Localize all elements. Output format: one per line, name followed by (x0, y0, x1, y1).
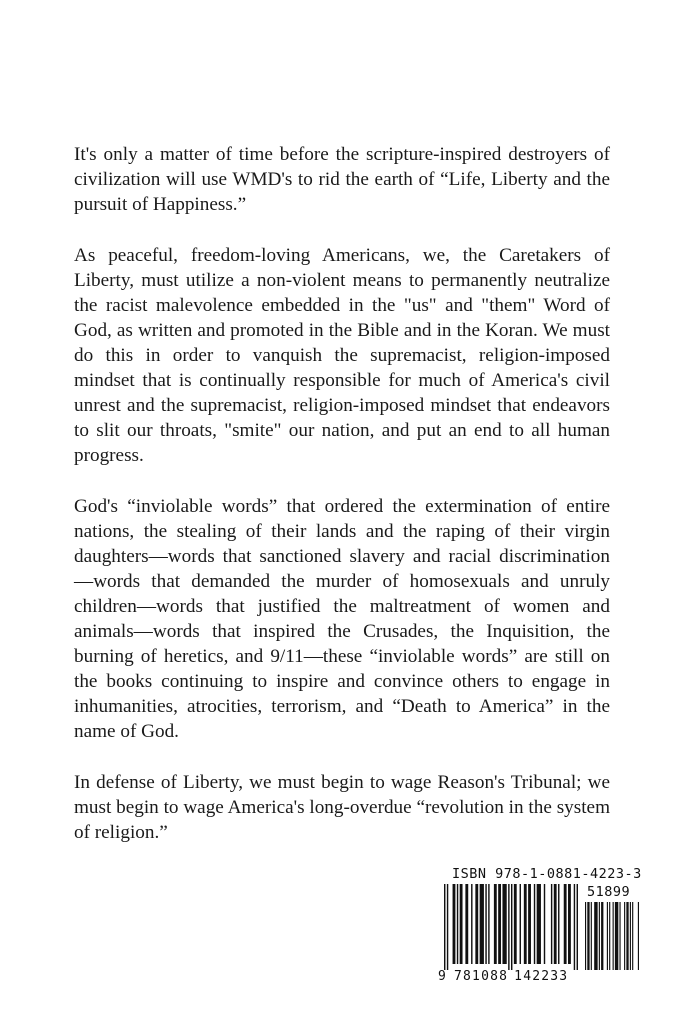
barcode-bar (453, 884, 456, 964)
barcode-bar (554, 884, 557, 964)
barcode-bar (528, 884, 531, 964)
barcode-bar (524, 884, 527, 964)
barcode-bar (488, 884, 489, 964)
barcode-bar (485, 884, 486, 964)
barcode-bar (447, 884, 448, 970)
back-cover-text (74, 142, 610, 871)
paragraph-1: It's only a matter of time before the scripture-inspired destroyers of civilization will use WMD's to rid the earth of “Life, Liberty and the pursuit of Happiness.” (74, 144, 610, 215)
barcode-bar (514, 884, 517, 964)
barcode-bar (615, 902, 618, 970)
barcode-bar (498, 884, 501, 964)
barcode-bar (544, 884, 545, 964)
barcode-bar (494, 884, 497, 964)
barcode-bar (558, 884, 559, 964)
barcode-bar (599, 902, 600, 970)
barcode-bar (638, 902, 639, 970)
barcode-bar (444, 884, 445, 970)
barcode-bar (577, 884, 578, 970)
barcode-lead-digit: 9 (438, 969, 446, 984)
barcode-bar (534, 884, 535, 964)
isbn-label: ISBN 978-1-0881-4223-3 (452, 866, 642, 882)
addon-code: 51899 (587, 884, 631, 900)
barcode-bar (619, 902, 620, 970)
barcode-bar (585, 902, 586, 970)
barcode-bar (587, 902, 589, 970)
barcode-bar (471, 884, 472, 964)
barcode-bar (511, 884, 512, 970)
barcode-bar (630, 902, 631, 970)
barcode-bar (460, 884, 463, 964)
isbn-barcode (432, 860, 650, 998)
barcode-bar (626, 902, 628, 970)
barcode-bar (609, 902, 610, 970)
barcode-bar (594, 902, 597, 970)
barcode-bar (613, 902, 614, 970)
barcode-bar (632, 902, 633, 970)
barcode-bar (457, 884, 458, 964)
barcode-bar (574, 884, 575, 970)
barcode-bar (480, 884, 484, 964)
paragraph-3: God's “inviolable words” that ordered the extermination of entire nations, the stealing of their lands and the raping of their virgin daughters—words that sanctioned slavery and racial discrimination —words that demanded the murder of homosexuals and unruly children—words that justified the maltreatment of women and animals—words that inspired the Crusades, the Inquisition, the burning of heretics, and 9/11—these “inviolable words” are still on the books continuing to inspire and convince others to engage in inhumanities, atrocities, terrorism, and “Death to America” in the name of God. (74, 496, 610, 742)
barcode-bar (568, 884, 571, 964)
paragraph-2: As peaceful, freedom-loving Americans, we, the Caretakers of Liberty, must utilize a non-violent means to permanently neutralize the racist malevolence embedded in the "us" and "them" Word of God, as written and promoted in the Bible and in the Koran. We must do this in order to vanquish the supremacist, religion-imposed mindset that is continually responsible for much of America's civil unrest and the supremacist, religion-imposed mindset that endeavors to slit our throats, "smite" our nation, and put an end to all human progress. (74, 245, 610, 466)
barcode-bar (601, 902, 603, 970)
barcode-bar (465, 884, 468, 964)
barcode-bar (537, 884, 541, 964)
barcode-digits (438, 969, 568, 984)
barcode-left-group: 781088 (454, 969, 509, 984)
addon-bars (585, 902, 641, 970)
barcode-bar (564, 884, 567, 964)
barcode-bar (624, 902, 625, 970)
barcode-bar (475, 884, 478, 964)
barcode-right-group: 142233 (514, 969, 569, 984)
barcode-bar (591, 902, 592, 970)
barcode-bar (502, 884, 506, 964)
paragraph-4: In defense of Liberty, we must begin to wage Reason's Tribunal; we must begin to wage America's long-overdue “revolution in the system of religion.” (74, 772, 610, 843)
barcode-bar (607, 902, 608, 970)
barcode-bar (508, 884, 509, 970)
barcode-bar (551, 884, 552, 964)
ean13-bars (444, 884, 580, 970)
barcode-bar (520, 884, 521, 964)
